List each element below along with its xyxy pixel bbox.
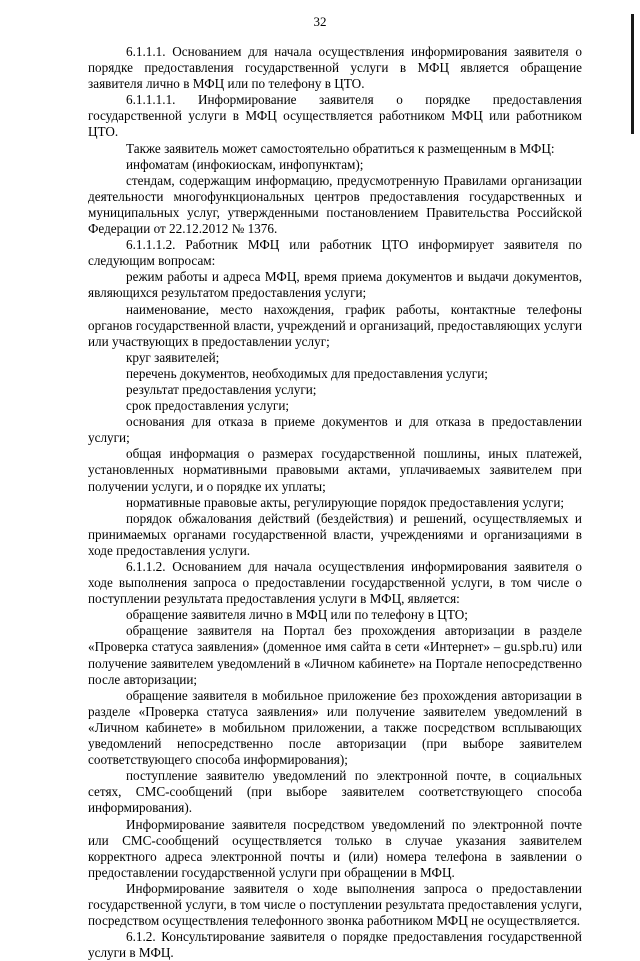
- paragraph: поступление заявителю уведомлений по электронной почте, в социальных сетях, СМС-сообщений (при выборе заявителем соответствующего способа информирования).: [88, 768, 582, 816]
- paragraph: инфоматам (инфокиоскам, инфопунктам);: [126, 156, 364, 172]
- paragraph: наименование, место нахождения, график работы, контактные телефоны органов государственной власти, учреждений и организаций, предоставляющих услуги или участвующих в предоставлении услуг;: [88, 301, 582, 349]
- paragraph: 6.1.1.1.1. Информирование заявителя о порядке предоставления государственной услуги в МФЦ осуществляется работником МФЦ или работником ЦТО.: [88, 92, 582, 140]
- paragraph: общая информация о размерах государственной пошлины, иных платежей, установленных нормативными правовыми актами, уплачиваемых заявителем при получении услуги, и о порядке их уплаты;: [88, 446, 582, 494]
- paragraph: 6.1.1.2. Основанием для начала осуществления информирования заявителя о ходе выполнения запроса о предоставлении государственной услуги, в том числе о поступлении результата предоставления услуги в МФЦ, является:: [88, 559, 582, 607]
- paragraph: режим работы и адреса МФЦ, время приема документов и выдачи документов, являющихся результатом предоставления услуги;: [88, 269, 582, 301]
- paragraph: результат предоставления услуги;: [126, 381, 317, 397]
- paragraph: Также заявитель может самостоятельно обратиться к размещенным в МФЦ:: [126, 140, 555, 156]
- document-body: [88, 44, 582, 961]
- paragraph: срок предоставления услуги;: [126, 398, 290, 414]
- paragraph: Информирование заявителя посредством уведомлений по электронной почте или СМС-сообщений осуществляется только в случае указания заявителем корректного адреса электронной почты и (или) номера телефона в заявлении о предоставлении государственной услуги при обращении в МФЦ.: [88, 816, 582, 880]
- paragraph: стендам, содержащим информацию, предусмотренную Правилами организации деятельности многофункциональных центров предоставления государственных и муниципальных услуг, утвержденными постановлением Правительства Российской Федерации от 22.12.2012 № 1376.: [88, 172, 582, 237]
- paragraph: порядок обжалования действий (бездействия) и решений, осуществляемых и принимаемых органами государственной власти, учреждениями и организациями в ходе предоставления услуги.: [88, 510, 582, 558]
- paragraph: основания для отказа в приеме документов и для отказа в предоставлении услуги;: [88, 414, 582, 446]
- paragraph: 6.1.2. Консультирование заявителя о порядке предоставления государственной услуги в МФЦ.: [88, 929, 582, 961]
- paragraph: нормативные правовые акты, регулирующие порядок предоставления услуги;: [126, 494, 565, 510]
- paragraph: обращение заявителя лично в МФЦ или по телефону в ЦТО;: [126, 607, 468, 623]
- paragraph: Информирование заявителя о ходе выполнения запроса о предоставлении государственной услуги, в том числе о поступлении результата предоставления услуги, посредством осуществления телефонного звонка работником МФЦ не осуществляется.: [88, 880, 582, 929]
- page-number: 32: [313, 14, 327, 29]
- paragraph: 6.1.1.1.2. Работник МФЦ или работник ЦТО информирует заявителя по следующим вопросам:: [88, 237, 582, 269]
- paragraph: круг заявителей;: [126, 349, 220, 365]
- paragraph: обращение заявителя в мобильное приложение без прохождения авторизации в разделе «Проверка статуса заявления» или получение заявителем уведомлений в «Личном кабинете» в мобильном приложении, а также посредством всплывающих уведомлений непосредственно после авторизации (при выборе заявителем соответствующего способа информирования);: [88, 687, 582, 768]
- paragraph: перечень документов, необходимых для предоставления услуги;: [126, 365, 488, 381]
- paragraph: обращение заявителя на Портал без прохождения авторизации в разделе «Проверка статуса заявления» (доменное имя сайта в сети «Интернет» – gu.spb.ru) или получение заявителем уведомлений в «Личном кабинете» на Портале непосредственно после авторизации;: [88, 623, 582, 687]
- paragraph: 6.1.1.1. Основанием для начала осуществления информирования заявителя о порядке предоставления государственной услуги в МФЦ является обращение заявителя лично в МФЦ или по телефону в ЦТО.: [88, 44, 582, 92]
- scan-edge-mark: [631, 14, 634, 134]
